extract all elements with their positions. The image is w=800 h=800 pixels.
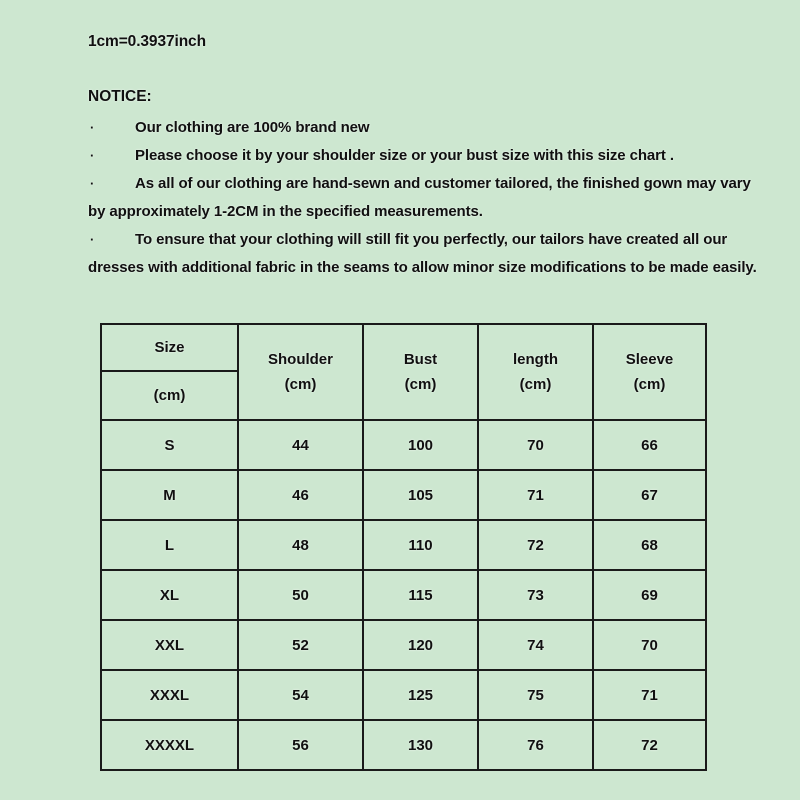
bullet-dot-icon: · — [90, 120, 95, 135]
cell-length: 71 — [478, 470, 593, 520]
cell-sleeve: 70 — [593, 620, 706, 670]
column-header-label: length — [513, 351, 558, 368]
cell-bust: 105 — [363, 470, 478, 520]
cell-bust: 120 — [363, 620, 478, 670]
notice-item — [88, 226, 760, 282]
notice-item — [88, 170, 760, 226]
cell-bust: 115 — [363, 570, 478, 620]
bullet-dot-icon: · — [90, 232, 95, 247]
bullet-dot-icon: · — [90, 176, 95, 191]
cell-shoulder: 52 — [238, 620, 363, 670]
cell-sleeve: 72 — [593, 720, 706, 770]
notice-item-text: To ensure that your clothing will still fit you perfectly, our tailors have created all our dresses with additional fabric in the seams to allow minor size modifications to be made easily. — [88, 231, 757, 276]
cell-size: XXL — [101, 620, 238, 670]
column-header-label: Sleeve — [625, 351, 674, 368]
conversion-note: 1cm=0.3937inch — [88, 33, 206, 50]
cell-size: S — [101, 420, 238, 470]
table-corner-unit-label: (cm) — [101, 371, 238, 420]
cell-length: 72 — [478, 520, 593, 570]
cell-bust: 100 — [363, 420, 478, 470]
notice-item — [88, 114, 760, 142]
notice-list — [88, 114, 760, 282]
cell-length: 76 — [478, 720, 593, 770]
cell-size: XL — [101, 570, 238, 620]
table-row-m — [101, 470, 706, 520]
cell-size: M — [101, 470, 238, 520]
cell-size: XXXXL — [101, 720, 238, 770]
notice-item-text: Please choose it by your shoulder size or your bust size with this size chart . — [135, 147, 674, 164]
column-header-unit: (cm) — [633, 376, 666, 393]
cell-length: 73 — [478, 570, 593, 620]
table-row-l — [101, 520, 706, 570]
cell-shoulder: 56 — [238, 720, 363, 770]
cell-size: XXXL — [101, 670, 238, 720]
cell-sleeve: 69 — [593, 570, 706, 620]
cell-sleeve: 67 — [593, 470, 706, 520]
notice-item-text: As all of our clothing are hand-sewn and customer tailored, the finished gown may vary by approximately 1-2CM in the specified measurements. — [88, 175, 751, 220]
column-header-length — [478, 324, 593, 420]
cell-sleeve: 66 — [593, 420, 706, 470]
cell-shoulder: 54 — [238, 670, 363, 720]
cell-sleeve: 71 — [593, 670, 706, 720]
bullet-dot-icon: · — [90, 148, 95, 163]
column-header-shoulder — [238, 324, 363, 420]
cell-shoulder: 50 — [238, 570, 363, 620]
table-row-xl — [101, 570, 706, 620]
column-header-bust — [363, 324, 478, 420]
column-header-label: Bust — [403, 351, 438, 368]
size-table — [100, 323, 707, 771]
cell-bust: 130 — [363, 720, 478, 770]
table-row-xxxl — [101, 670, 706, 720]
column-header-unit: (cm) — [404, 376, 437, 393]
notice-title: NOTICE: — [88, 88, 152, 105]
notice-item-text: Our clothing are 100% brand new — [135, 119, 370, 136]
table-row-xxl — [101, 620, 706, 670]
column-header-unit: (cm) — [519, 376, 552, 393]
cell-length: 74 — [478, 620, 593, 670]
cell-bust: 110 — [363, 520, 478, 570]
column-header-sleeve — [593, 324, 706, 420]
cell-sleeve: 68 — [593, 520, 706, 570]
cell-size: L — [101, 520, 238, 570]
column-header-label: Shoulder — [267, 351, 333, 368]
notice-item — [88, 142, 760, 170]
table-corner-size-label: Size — [101, 324, 238, 371]
cell-length: 75 — [478, 670, 593, 720]
cell-shoulder: 44 — [238, 420, 363, 470]
cell-shoulder: 46 — [238, 470, 363, 520]
cell-bust: 125 — [363, 670, 478, 720]
column-header-unit: (cm) — [284, 376, 317, 393]
cell-shoulder: 48 — [238, 520, 363, 570]
cell-length: 70 — [478, 420, 593, 470]
table-row-s — [101, 420, 706, 470]
table-row-xxxxl — [101, 720, 706, 770]
